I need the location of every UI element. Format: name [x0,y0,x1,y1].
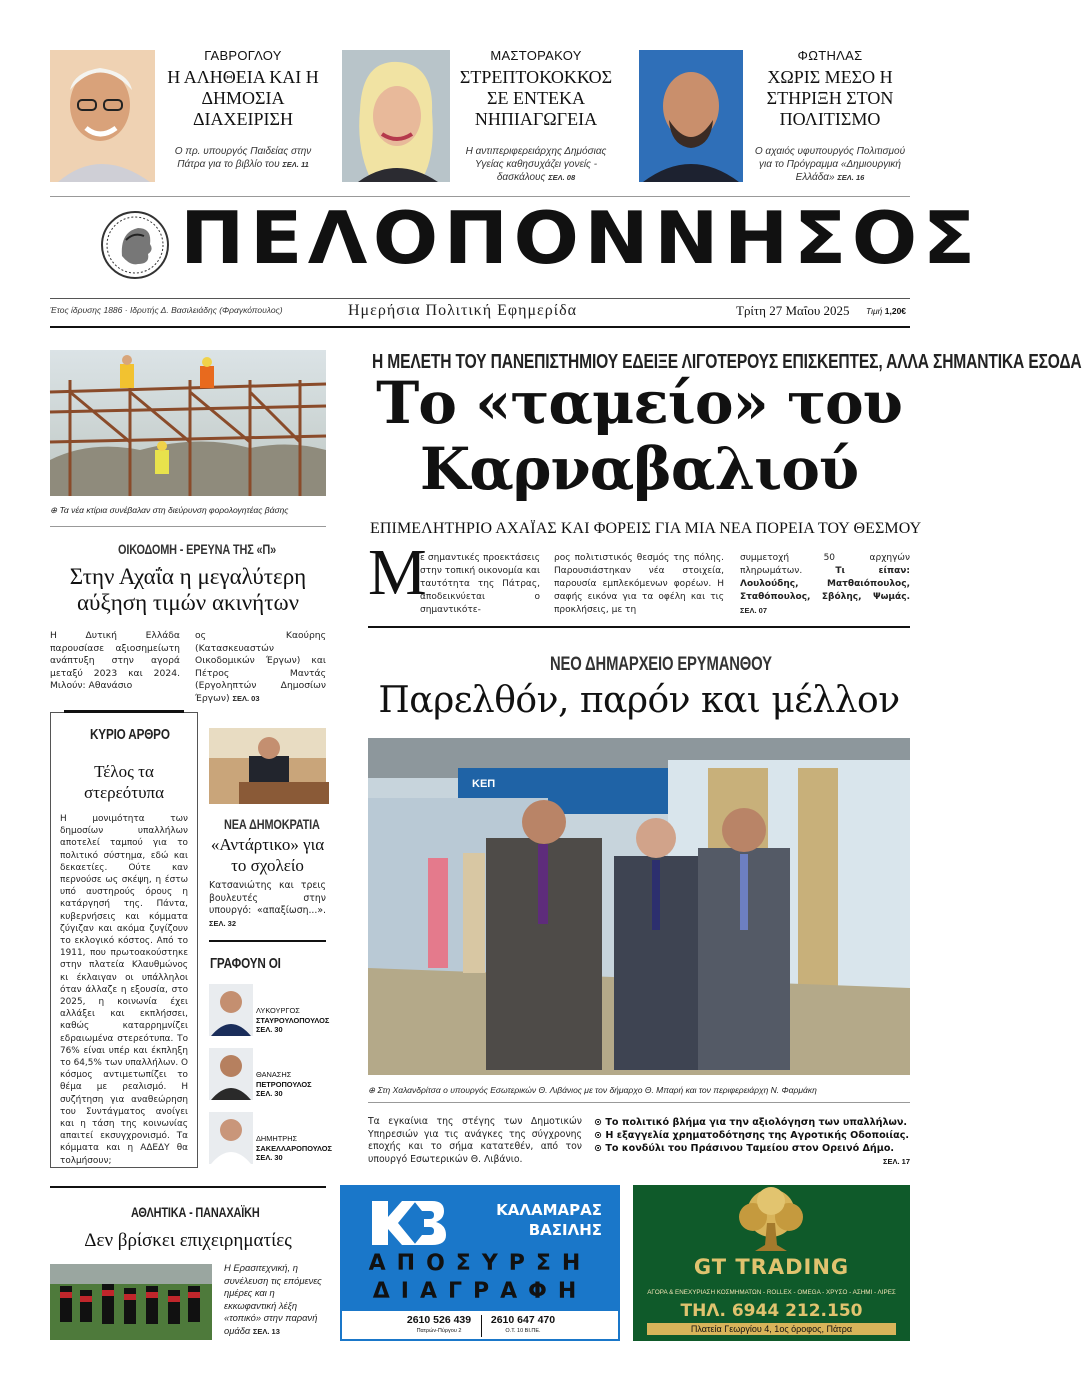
nd-rule [209,940,326,942]
teaser-kicker-2: ΜΑΣΤΟΡΑΚΟΥ [490,48,582,63]
main-story-title[interactable] [368,370,910,502]
writer-2[interactable] [256,1070,312,1099]
second-story-photo-caption: ⊕ Στη Χαλανδρίτσα ο υπουργός Εσωτερικών Θ. Λιβάνιος με τον δήμαρχο Θ. Μπαρή και τον περιφερειάρχη Ν. Φαρμάκη [368,1085,817,1095]
writer-last-name: ΣΤΑΥΡΟΥΛΟΠΟΥΛΟΣ [256,1015,330,1025]
ancient-head-coin-icon [100,210,170,280]
writer-page: ΣΕΛ. 30 [256,1089,283,1099]
second-story-page: ΣΕΛ. 17 [882,1157,910,1166]
ad1-line2: ΔΙΑΓΡΑΦΗ [372,1279,588,1304]
sports-photo [50,1264,212,1340]
second-story-kicker: ΝΕΟ ΔΗΜΑΡΧΕΙΟ ΕΡΥΜΑΝΘΟΥ [550,654,772,675]
nd-body: Κατσανιώτης και τρεις βουλευτές στην υπουργό: «απαξίωση...». ΣΕΛ. 32 [209,880,326,928]
main-story-rule [368,626,910,628]
writer-photo-2 [209,1048,253,1100]
construction-photo [50,350,326,496]
writer-photo-3 [209,1112,253,1164]
camera-icon: ⊕ [50,505,58,515]
ad1-phone2 [484,1315,562,1337]
issue-date: Τρίτη 27 Μαΐου 2025 [736,303,850,318]
masthead-rule-top [50,298,910,299]
masthead-rule-bottom [50,326,910,328]
writer-page: ΣΕΛ. 30 [256,1153,283,1163]
bullet-item[interactable]: ⊙ Η εξαγγελία χρηματοδότησης της Αγροτικής Οδοποιίας. [594,1130,910,1141]
sports-body: Η Ερασιτεχνική, η συνέλευση τις επόμενες ημέρες και η εκκωφαντική λέξη «τοπικό» στην παρανή ομάδα ΣΕΛ. 13 [224,1262,322,1336]
ad2-line: ΑΓΟΡΑ & ΕΝΕΧΥΡΙΑΣΗ ΚΟΣΜΗΜΑΤΩΝ - ROLLEX - OMEGA - ΧΡΥΣΟ - ΑΣΗΜΙ - ΛΙΡΕΣ [647,1289,896,1296]
writer-first-name: ΘΑΝΑΣΗΣ [256,1070,292,1079]
editorial-kicker: ΚΥΡΙΟ ΑΡΘΡΟ [90,726,170,743]
ad1-phone1 [400,1315,478,1337]
bullet-item[interactable]: ⊙ Το πολιτικό βλήμα για την αξιολόγηση των υπαλλήλων. [594,1117,908,1128]
editorial-body: Η μονιμότητα των δημοσίων υπαλλήλων αποτελεί ταμπού για το πολιτικό σύστημα, εδώ και δεκαετίες. Ούτε καν περνούσε ως σκέψη, η έστω υπό αυστηρούς όρους η κατάργησή της. Πάντα, κυβερνήσεις και κόμματα ζύγιζαν και ακόμα ζυγίζουν το εκλογικό κόστος. Από το 1911, που πρωτοακούστηκε στην πλατεία Κλαυθμώνος κι έκλαιγαν οι υπάλληλοι όταν άλλαζε η εξουσία, στο 2025, η κοινωνία έχει αλλάξει και εκπλήσσει, καθώς καταρρημνίζει εδραιωμένα στερεότυπα. Το 76% είναι υπέρ και έκπληξη το 64,5% των υπαλλήλων. Ο κόσμος αντιμετωπίζει το θέμα με ρεαλισμό. Η συζήτηση για αναθεώρηση του Συντάγματος ανοίγει και η τάση της κοινωνίας απαιτεί εκσυγχρονισμό. Τα κόμματα και η ΑΔΕΔΥ θα τολμήσουν; [60,814,188,1166]
nd-title[interactable]: «Αντάρτικο» για το σχολείο [210,835,325,875]
nd-photo [209,728,326,804]
ad1-line1: ΑΠΟΣΥΡΣΗ [368,1251,592,1276]
arrow-bullet-icon: ⊙ [594,1130,606,1141]
sports-title[interactable]: Δεν βρίσκει επιχειρηματίες [84,1230,292,1251]
writer-last-name: ΣΑΚΕΛΛΑΡΟΠΟΥΛΟΣ [256,1143,332,1153]
ad2-address: Πλατεία Γεωργίου 4, 1ος όροφος, Πάτρα [647,1323,896,1335]
left-story-col2: ος Καούρης (Κατασκευαστών Οικοδομικών Έργων) και Πέτρος Μαντάς (Εργοληπτών Δημοσίων Έργων) ΣΕΛ. 03 [195,630,326,704]
address: Ο.Τ. 10 ΒΙ.ΠΕ. [505,1328,541,1334]
second-story-caption-rule [368,1102,910,1103]
left-story-kicker: ΟΙΚΟΔΟΜΗ - ΕΡΕΥΝΑ ΤΗΣ «Π» [118,541,277,557]
main-story-col3: συμμετοχή 50 αρχηγών πληρωμάτων. Τι είπαν: Λουλούδης, Ματθαιόπουλος, Σταθόπουλος, Σβόλης, Ψωμάς. ΣΕΛ. 07 [740,553,910,615]
teaser-kicker-3: ΦΩΤΗΛΑΣ [797,48,863,63]
price: Τιμή 1,20€ [866,306,907,316]
main-story-subtitle: ΕΠΙΜΕΛΗΤΗΡΙΟ ΑΧΑΪΑΣ ΚΑΙ ΦΟΡΕΙΣ ΓΙΑ ΜΙΑ ΝΕΑ ΠΟΡΕΙΑ ΤΟΥ ΘΕΣΜΟΥ [370,520,922,537]
address: Πατρών-Πύργου 2 [416,1328,462,1334]
ad-kalamaras[interactable] [340,1185,620,1341]
teaser-sub-2: Η αντιπεριφερειάρχης Δημόσιας Υγείας καθησυχάζει γονείς - δασκάλους ΣΕΛ. 08 [465,146,607,183]
teaser-photo-mastorakou [342,50,450,182]
writer-photo-1 [209,984,253,1036]
founded-line: Έτος ίδρυσης 1886 · Ιδρυτής Δ. Βασιλειάδης (Φραγκόπουλος) [50,305,283,315]
left-story-col1: Η Δυτική Ελλάδα παρουσίασε αξιοσημείωτη ανάπτυξη στην αγορά μεταξύ 2023 και 2024. Μιλούν: Αθανάσιο [50,630,180,692]
masthead-title[interactable]: ΠΕΛΟΠΟΝΝΗΣΟΣ [180,196,981,280]
nd-kicker: ΝΕΑ ΔΗΜΟΚΡΑΤΙΑ [224,816,320,832]
main-story-dropcap: Μ [368,536,427,609]
tree-logo-icon [731,1187,811,1255]
writer-3[interactable] [256,1134,332,1163]
ad-gt-trading[interactable] [633,1185,910,1341]
writer-first-name: ΔΗΜΗΤΡΗΣ [256,1134,298,1143]
second-story-body: Τα εγκαίνια της στέγης των Δημοτικών Υπηρεσιών για τις ανάγκες της σύγχρονης εποχής και το σήμα κατατεθέν, από τον υπουργό Εσωτερικών Θ. Λιβάνιο. [368,1116,582,1165]
camera-icon: ⊕ [368,1085,376,1095]
main-title-line1: Το «ταμείο» του [376,369,902,437]
ad1-name1: ΚΑΛΑΜΑΡΑΣ [496,1201,602,1219]
left-story-rule [50,526,326,527]
teaser-sub-1: Ο πρ. υπουργός Παιδείας στην Πάτρα για το βιβλίο του ΣΕΛ. 11 [174,146,312,170]
sports-kicker: ΑΘΛΗΤΙΚΑ - ΠΑΝΑΧΑΪΚΗ [131,1204,260,1220]
construction-photo-caption: ⊕ Τα νέα κτίρια συνέβαλαν στη διεύρυνση φορολογητέας βάσης [50,505,289,515]
kb-logo-icon [366,1195,446,1251]
teaser-photo-fotilas [639,50,743,182]
tagline: Ημερήσια Πολιτική Εφημερίδα [348,302,577,319]
arrow-bullet-icon: ⊙ [594,1117,606,1128]
editorial-title[interactable]: Τέλος τα στερεότυπα [84,762,164,802]
ad2-title: GT TRADING [693,1255,850,1279]
writer-last-name: ΠΕΤΡΟΠΟΥΛΟΣ [256,1079,312,1089]
main-story-kicker: Η ΜΕΛΕΤΗ ΤΟΥ ΠΑΝΕΠΙΣΤΗΜΙΟΥ ΕΔΕΙΞΕ ΛΙΓΟΤΕΡΟΥΣ ΕΠΙΣΚΕΠΤΕΣ, ΑΛΛΑ ΣΗΜΑΝΤΙΚΑ ΕΣΟΔΑ [372,351,1082,373]
writer-1[interactable] [256,1006,329,1035]
writer-page: ΣΕΛ. 30 [256,1025,283,1035]
arrow-bullet-icon: ⊙ [594,1143,606,1154]
ad1-divider [481,1315,482,1337]
portrait-illustration [50,50,155,182]
kep-sign: ΚΕΠ [472,778,496,790]
writers-kicker: ΓΡΑΦΟΥΝ ΟΙ [210,955,281,972]
teaser-title-3[interactable]: ΧΩΡΙΣ ΜΕΣΟ Η ΣΤΗΡΙΞΗ ΣΤΟΝ ΠΟΛΙΤΙΣΜΟ [766,67,894,129]
teaser-kicker-1: ΓΑΒΡΟΓΛΟΥ [204,48,282,63]
second-story-bullets [594,1116,910,1168]
main-story-col1: ε σημαντικές προεκτάσεις στην τοπική οικονομία και ταυτότητα της Πάτρας, αποδεικνύεται ο σημαντικότε- [420,553,540,615]
editorial-top-bar [64,710,184,713]
teaser-title-2[interactable]: ΣΤΡΕΠΤΟΚΟΚΚΟΣ ΣΕ ΕΝΤΕΚΑ ΝΗΠΙΑΓΩΓΕΙΑ [459,67,613,129]
writer-first-name: ΛΥΚΟΥΡΓΟΣ [256,1006,300,1015]
second-story-title[interactable]: Παρελθόν, παρόν και μέλλον [378,680,900,721]
left-story-title[interactable]: Στην Αχαΐα η μεγαλύτερη αύξηση τιμών ακινήτων [69,564,307,615]
sports-rule [50,1186,326,1188]
ad2-phone[interactable]: ΤΗΛ. 6944 212.150 [680,1301,863,1321]
teaser-photo-gavroglou [50,50,155,182]
teaser-sub-3: Ο αχαιός υφυπουργός Πολιτισμού για το Πρόγραμμα «Δημιουργική Ελλάδα» ΣΕΛ. 16 [754,146,906,183]
phone-number[interactable]: 2610 647 470 [490,1314,556,1326]
bullet-item[interactable]: ⊙ Το κονδύλι του Πράσινου Ταμείου στον Ορεινό Δήμο. [594,1143,895,1154]
main-story-col2: ρος πολιτιστικός θεσμός της πόλης. Παρουσιάστηκαν νέα στοιχεία, παρουσία εμπλεκόμενων φορέων. Η σαφής εικόνα για τα οφέλη και τις προκλήσεις, με τη [554,553,724,615]
phone-number[interactable]: 2610 526 439 [406,1314,472,1326]
ad1-name2: ΒΑΣΙΛΗΣ [528,1221,602,1239]
teaser-title-1[interactable]: Η ΑΛΗΘΕΙΑ ΚΑΙ Η ΔΗΜΟΣΙΑ ΔΙΑΧΕΙΡΙΣΗ [167,67,319,129]
second-story-photo [368,738,910,1075]
main-title-line2: Καρναβαλιού [419,435,859,503]
